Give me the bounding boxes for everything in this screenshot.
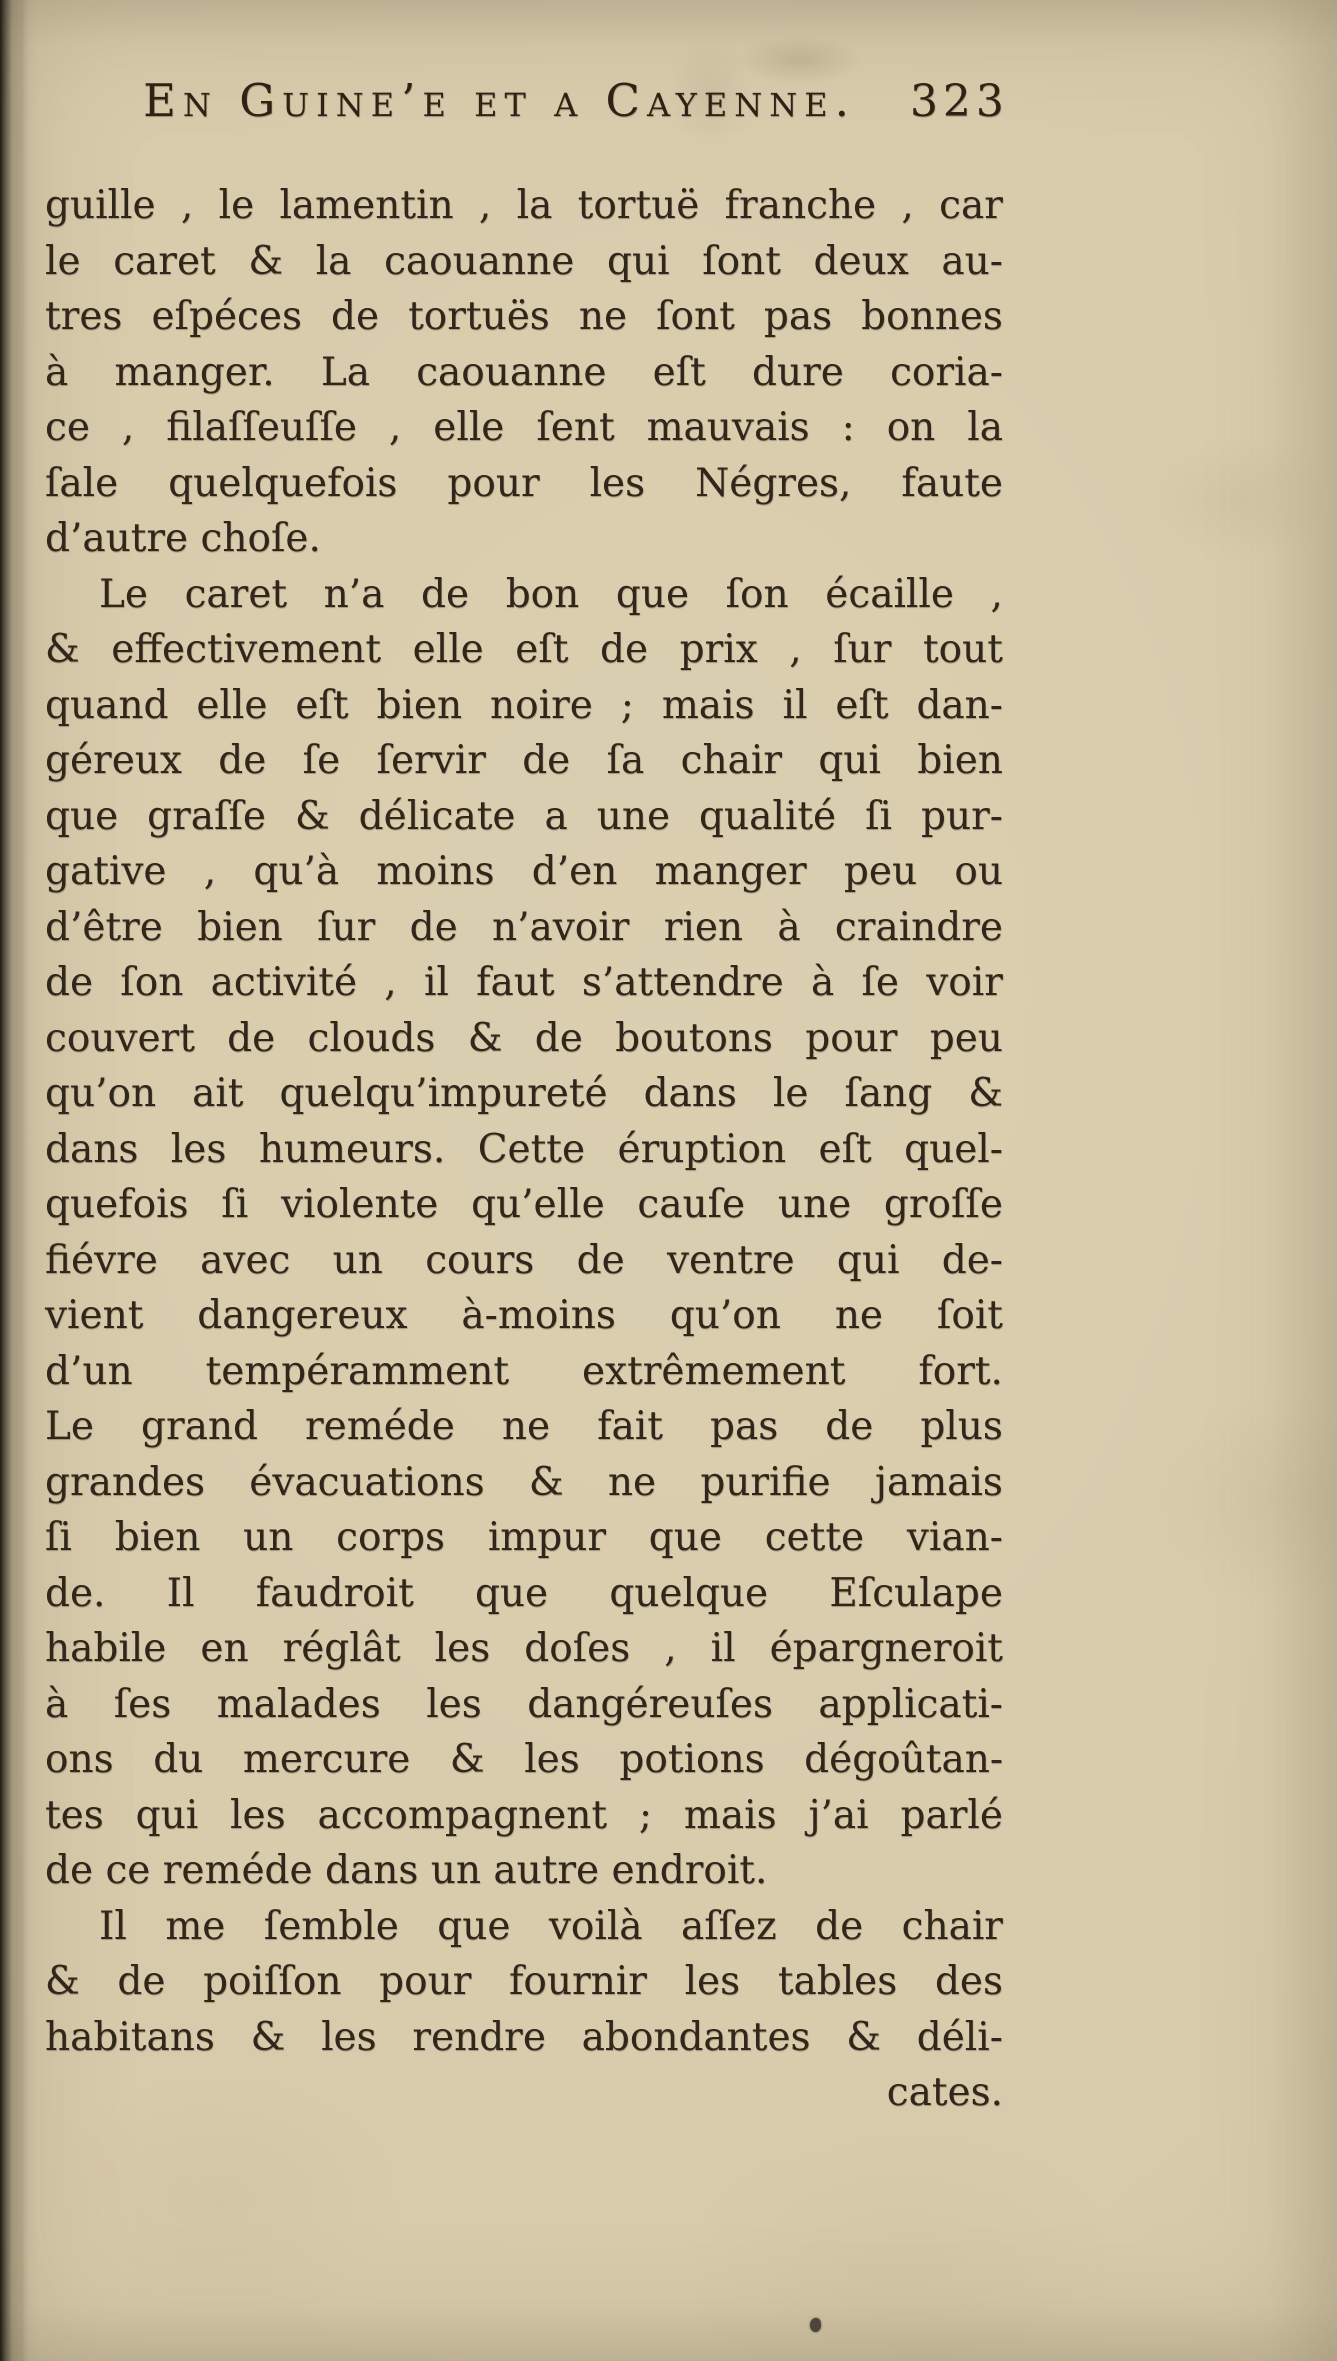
- text-line: vient dangereux à-moins qu’on ne ſoit: [45, 1293, 1003, 1338]
- text-line: couvert de clouds & de boutons pour peu: [45, 1015, 1003, 1061]
- page-header: [45, 74, 1055, 127]
- text-line: d’un tempéramment extrêmement fort.: [45, 1348, 1003, 1394]
- text-line: Le caret n’a de bon que ſon écaille ,: [99, 571, 1003, 617]
- text-line: d’autre choſe.: [45, 516, 321, 561]
- text-line: que graſſe & délicate a une qualité ſi pur-: [45, 793, 1003, 839]
- text-line: ſi bien un corps impur que cette vian-: [45, 1515, 1003, 1560]
- text-line: d’être bien ſur de n’avoir rien à craindre: [45, 904, 1003, 950]
- binding-crease: [13, 0, 29, 2361]
- text-line: ſale quelquefois pour les Négres, faute: [45, 460, 1003, 506]
- ink-speck: [810, 2318, 821, 2332]
- text-line: à ſes malades les dangéreuſes applicati-: [45, 1681, 1003, 1727]
- text-line: tes qui les accompagnent ; mais j’ai parlé: [45, 1792, 1003, 1838]
- text-line: ce , filaſſeuſſe , elle ſent mauvais : on la: [45, 405, 1003, 450]
- text-line: gative , qu’à moins d’en manger peu ou: [45, 849, 1003, 894]
- text-line: grandes évacuations & ne purifie jamais: [45, 1459, 1003, 1505]
- text-line: à manger. La caouanne eſt dure coria-: [45, 349, 1003, 395]
- text-line: le caret & la caouanne qui ſont deux au-: [45, 238, 1003, 284]
- text-line: géreux de ſe ſervir de ſa chair qui bien: [45, 738, 1003, 783]
- text-line: quefois ſi violente qu’elle cauſe une groſſe: [45, 1182, 1003, 1227]
- text-line: quand elle eſt bien noire ; mais il eſt dan-: [45, 682, 1003, 728]
- running-title: En Guine’e et a Cayenne.: [143, 74, 856, 127]
- text-line: cates.: [886, 2070, 1003, 2115]
- text-line: de ce reméde dans un autre endroit.: [45, 1848, 768, 1893]
- text-line: dans les humeurs. Cette éruption eſt quel-: [45, 1126, 1003, 1172]
- text-line: Le grand reméde ne fait pas de plus: [45, 1404, 1003, 1449]
- text-line: guille , le lamentin , la tortuë franche , car: [45, 183, 1003, 228]
- text-line: & effectivement elle eſt de prix , ſur tout: [45, 627, 1003, 672]
- text-line: tres eſpéces de tortuës ne ſont pas bonnes: [45, 294, 1003, 339]
- page-body: [45, 178, 1003, 2121]
- text-line: ons du mercure & les potions dégoûtan-: [45, 1737, 1003, 1782]
- text-line: fiévre avec un cours de ventre qui de-: [45, 1237, 1003, 1283]
- text-line: de. Il faudroit que quelque Eſculape: [45, 1570, 1003, 1616]
- text-line: habitans & les rendre abondantes & déli-: [45, 2014, 1003, 2060]
- page-number: 323: [909, 76, 1009, 127]
- text-line: & de poiſſon pour fournir les tables des: [45, 1959, 1003, 2004]
- text-line: habile en réglât les doſes , il épargneroit: [45, 1626, 1003, 1671]
- text-line: Il me ſemble que voilà aſſez de chair: [99, 1903, 1003, 1949]
- text-line: de ſon activité , il faut s’attendre à ſe voir: [45, 960, 1003, 1005]
- text-line: qu’on ait quelqu’impureté dans le ſang &: [45, 1071, 1003, 1116]
